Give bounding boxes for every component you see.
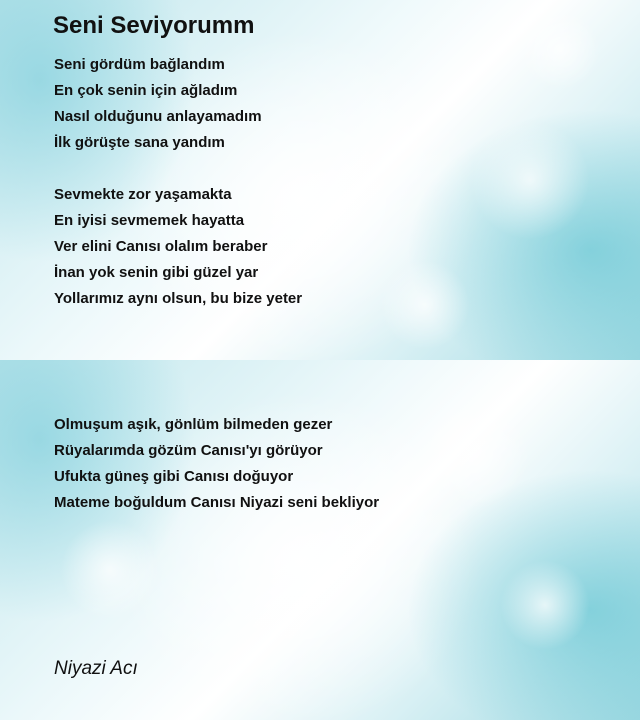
poem-line: En çok senin için ağladım (54, 82, 238, 99)
poem-line: İnan yok senin gibi güzel yar (54, 264, 259, 281)
poem-line: Ufukta güneş gibi Canısı doğuyor (54, 468, 294, 485)
poem-title: Seni Seviyorumm (53, 12, 255, 39)
bokeh-light (470, 120, 590, 240)
poem-line: Rüyalarımda gözüm Canısı'yı görüyor (54, 442, 323, 459)
bokeh-light (500, 560, 590, 650)
stanza (54, 182, 302, 312)
bokeh-light (420, 400, 530, 510)
poem-card-bottom (0, 360, 640, 720)
poem-author: Niyazi Acı (54, 658, 138, 679)
poem-line: Yollarımız aynı olsun, bu bize yeter (54, 290, 303, 307)
stanza (54, 52, 262, 156)
poem-line: Olmuşum aşık, gönlüm bilmeden gezer (54, 416, 333, 433)
poem-line: Ver elini Canısı olalım beraber (54, 238, 268, 255)
poem-line: En iyisi sevmemek hayatta (54, 212, 245, 229)
bokeh-light (520, 10, 600, 90)
poem-line: İlk görüşte sana yandım (54, 134, 225, 151)
poem-line: Mateme boğuldum Canısı Niyazi seni bekliyor (54, 494, 380, 511)
poem-line: Sevmekte zor yaşamakta (54, 186, 232, 203)
bokeh-light (380, 260, 470, 350)
poem-line: Nasıl olduğunu anlayamadım (54, 108, 262, 125)
bokeh-light (60, 520, 160, 620)
poem-line: Seni gördüm bağlandım (54, 56, 225, 73)
stanza (54, 412, 379, 516)
